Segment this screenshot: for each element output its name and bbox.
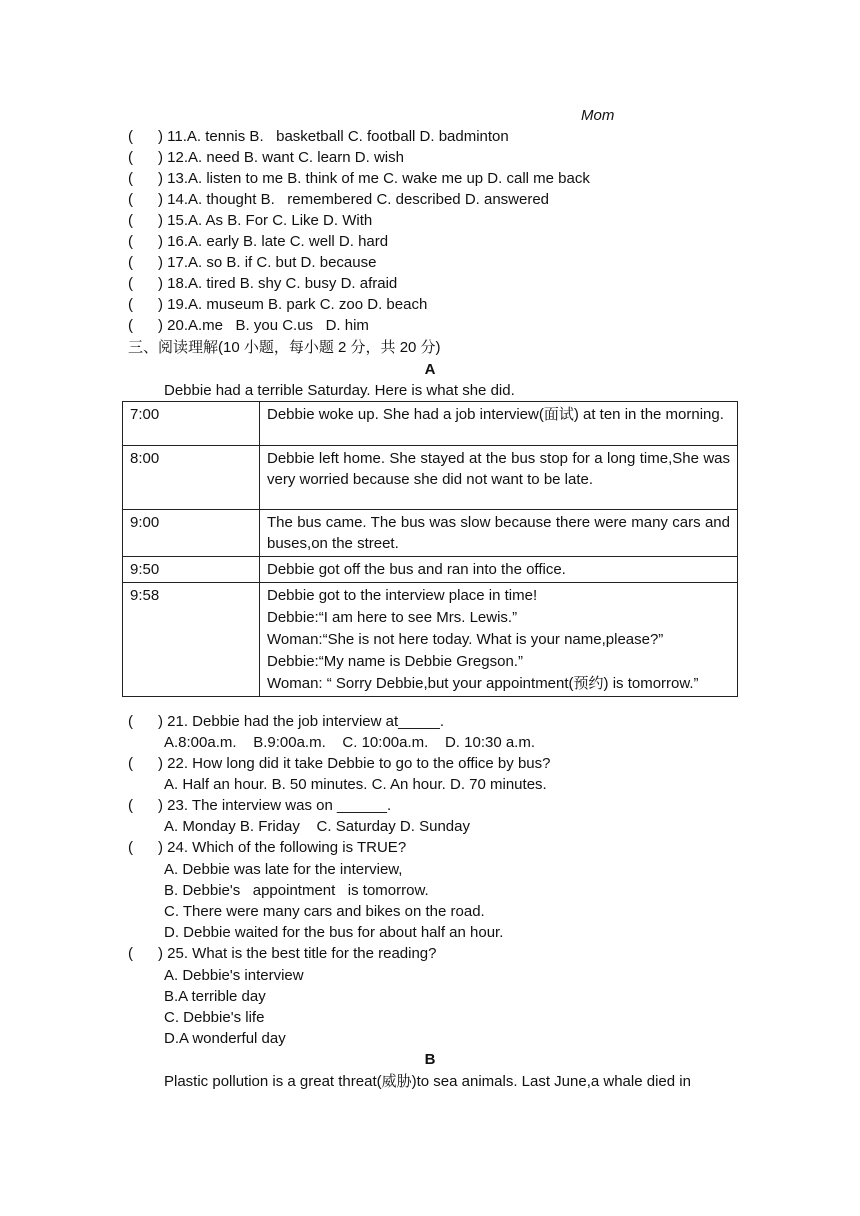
question-24-option-b: B. Debbie's appointment is tomorrow.	[164, 882, 429, 899]
cloze-question-19: ( ) 19.A. museum B. park C. zoo D. beach	[128, 296, 428, 313]
question-21-stem: ( ) 21. Debbie had the job interview at_____.	[128, 713, 445, 730]
cloze-question-14: ( ) 14.A. thought B. remembered C. described D. answered	[128, 191, 550, 208]
passage-a-intro: Debbie had a terrible Saturday. Here is what she did.	[164, 382, 515, 399]
description-cell: The bus came. The bus was slow because there were many cars and buses,on the street.	[260, 510, 738, 557]
question-22-stem: ( ) 22. How long did it take Debbie to go to the office by bus?	[128, 755, 551, 772]
question-24-option-c: C. There were many cars and bikes on the road.	[164, 903, 485, 920]
dialogue-line: Debbie got to the interview place in time!	[267, 587, 538, 604]
dialogue-line: Woman:“She is not here today. What is your name,please?”	[267, 631, 664, 648]
question-25-option-d: D.A wonderful day	[164, 1030, 286, 1047]
dialogue-line: Debbie:“I am here to see Mrs. Lewis.”	[267, 609, 518, 626]
table-row	[123, 510, 738, 557]
table-row	[123, 446, 738, 510]
time-cell: 7:00	[123, 402, 260, 446]
table-row	[123, 557, 738, 583]
passage-b-label: B	[424, 1051, 436, 1068]
question-23-options: A. Monday B. Friday C. Saturday D. Sunday	[164, 818, 470, 835]
question-24-option-a: A. Debbie was late for the interview,	[164, 861, 403, 878]
question-24-option-d: D. Debbie waited for the bus for about half an hour.	[164, 924, 504, 941]
schedule-table	[122, 401, 738, 697]
question-25-option-b: B.A terrible day	[164, 988, 266, 1005]
description-cell	[260, 583, 738, 697]
dialogue-line: Debbie:“My name is Debbie Gregson.”	[267, 653, 523, 670]
cloze-question-15: ( ) 15.A. As B. For C. Like D. With	[128, 212, 373, 229]
time-cell: 9:50	[123, 557, 260, 583]
time-cell: 8:00	[123, 446, 260, 510]
description-cell: Debbie got off the bus and ran into the office.	[260, 557, 738, 583]
dialogue-line: Woman: “ Sorry Debbie,but your appointment(预约) is tomorrow.”	[267, 675, 699, 692]
cloze-question-18: ( ) 18.A. tired B. shy C. busy D. afraid	[128, 275, 398, 292]
cloze-question-12: ( ) 12.A. need B. want C. learn D. wish	[128, 149, 404, 166]
passage-b-text: Plastic pollution is a great threat(威胁)to sea animals. Last June,a whale died in	[164, 1073, 691, 1090]
cloze-question-13: ( ) 13.A. listen to me B. think of me C. wake me up D. call me back	[128, 170, 590, 187]
table-row	[123, 583, 738, 697]
question-25-stem: ( ) 25. What is the best title for the reading?	[128, 945, 437, 962]
section-title: 三、阅读理解(10 小题，每小题 2 分，共 20 分)	[128, 339, 441, 356]
question-22-options: A. Half an hour. B. 50 minutes. C. An hour. D. 70 minutes.	[164, 776, 547, 793]
signature: Mom	[581, 107, 615, 124]
question-25-option-c: C. Debbie's life	[164, 1009, 265, 1026]
question-25-option-a: A. Debbie's interview	[164, 967, 304, 984]
time-cell: 9:58	[123, 583, 260, 697]
question-21-options: A.8:00a.m. B.9:00a.m. C. 10:00a.m. D. 10:30 a.m.	[164, 734, 536, 751]
cloze-question-11: ( ) 11.A. tennis B. basketball C. football D. badminton	[128, 128, 509, 145]
description-cell: Debbie woke up. She had a job interview(面试) at ten in the morning.	[260, 402, 738, 446]
passage-a-label: A	[424, 361, 436, 378]
cloze-question-16: ( ) 16.A. early B. late C. well D. hard	[128, 233, 389, 250]
question-23-stem: ( ) 23. The interview was on ______.	[128, 797, 392, 814]
description-cell: Debbie left home. She stayed at the bus stop for a long time,She was very worried because she did not want to be late.	[260, 446, 738, 510]
time-cell: 9:00	[123, 510, 260, 557]
cloze-question-17: ( ) 17.A. so B. if C. but D. because	[128, 254, 377, 271]
cloze-question-20: ( ) 20.A.me B. you C.us D. him	[128, 317, 369, 334]
table-row	[123, 402, 738, 446]
question-24-stem: ( ) 24. Which of the following is TRUE?	[128, 839, 407, 856]
